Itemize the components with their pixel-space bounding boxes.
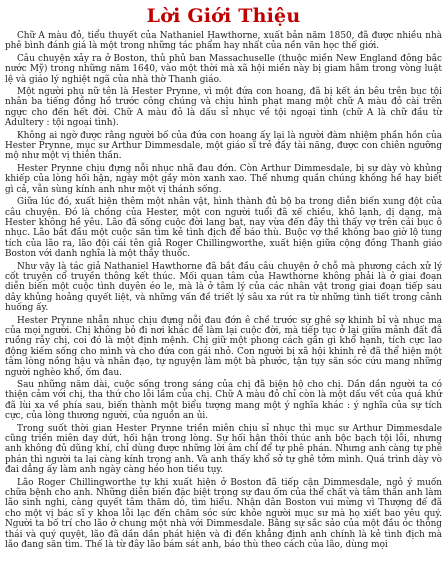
paragraph-3: Một người phụ nữ tên là Hester Prynne, vì một đứa con hoang, đã bị kết án bêu trên bục tội nhân ba tiếng đồng hồ trước công chúng và chịu hình phạt mang một chữ A màu đỏ cài trên ngực cho đến hết đời. Chữ A màu đỏ là dấu sỉ nhục về tội ngoại tình (chữ A là chữ đầu từ Adultery : tội ngoại tình). <box>5 87 442 129</box>
paragraph-5: Hester Prynne chịu đựng nỗi nhục nhã đau đớn. Còn Arthur Dimmesdale, bị sự dày vò khủng khiếp của lòng hối hận, ngày một gầy mòn xanh xao. Thế nhưng quần chúng không hề hay biết gì cả, vẫn sùng kính anh như một vị thánh sống. <box>5 163 442 195</box>
paragraph-4: Không ai ngờ được rằng người bố của đứa con hoang ấy lại là người đàm nhiệm phần hồn của Hester Prynne, mục sư Arthur Dimmesdale, một giáo sĩ trẻ đầy tài năng, được con chiên ngưỡng mộ như một vị thiên thần. <box>5 130 442 162</box>
paragraph-11: Lão Roger Chillingworthe tự khi xuất hiện ở Boston đã tiếp cận Dimmesdale, ngỏ ý muốn chữa bệnh cho anh. Những diễn biến đặc biệt trong sự đau ốm của thể chất và tâm thần anh làm lão sinh nghi, càng quyết tâm thăm dò, tìm hiểu. Nhận dân Boston vui mừng vì Thượng đế đã cho một vị bác sĩ y khoa lỗi lạc đến chăm sóc sức khỏe người mục sư mà họ xiết bao yêu quý. Người ta bố trí cho lão ở chung một nhà với Dimmesdale. Bằng sự sắc sảo của một đầu óc thông thái và quý quyệt, lão đã dần dần phát hiện và đi đến khẳng định anh chính là kẻ tình địch mà lão đang săn tìm. Thế là từ đây lão bám sát anh, báo thù theo cách của lão, dùng mọi <box>5 477 442 551</box>
paragraph-10: Trong suốt thời gian Hester Prynne triền miên chịu sỉ nhục thì mục sư Arthur Dimmesdale cũng triền miên day dứt, hối hận trong lòng. Sự hối hận thôi thúc anh bộc bạch tội lỗi, nhưng anh không đủ dũng khí, chỉ dùng được những lời âm chỉ để tự phê phán. Nhưng anh càng tự phê phán thì người ta lại càng kính trọng anh. Và anh thấy khổ sở tự ghê tởm mình. Quá trình dày vò đai dẳng ấy làm anh ngày càng héo hon tiều tụy. <box>5 423 442 476</box>
paragraph-7: Như vậy là tác giả Nathaniel Hawthorne đã bắt đầu câu chuyện ở chỗ mà phương cách xử lý cốt truyện cổ truyền thông kết thúc. Mối quan tâm của Hawthorne không phải là ở giai đoạn diễn biến một cuộc tình duyên éo le, mà là ở tâm lý của các nhân vật trong giai đoạn tiếp sau dây khủng hoảng quyết liệt, và những vấn đề triết lý sâu xa rút ra từ những tình tiết trong cảnh huống ấy. <box>5 261 442 314</box>
paragraph-8: Hester Prynne nhẫn nhục chịu đựng nỗi đau đớn ê chề trước sự ghê sợ khinh bỉ và nhục mạ của mọi người. Chị không bỏ đi nơi khác để làm lại cuộc đời, mà tiếp tục ở lại giữa mảnh đất đã ruồng rẫy chị, coi đó là một định mệnh. Chị giữ một phong cách gần gì khổ hạnh, tích cực lao động kiếm sống cho mình và cho đứa con gái nhỏ. Con người bị xã hội khinh rẻ đã thể hiện một tâm lòng nồng hậu và nhân đạo, tự nguyện làm một bà phước, tận tụy săn sóc cứu mang những người nghèo khổ, ốm đau. <box>5 315 442 378</box>
paragraph-6: Giữa lúc đó, xuất hiện thêm một nhân vật, hình thành đủ bộ ba trong diễn biến xung đột của câu chuyện. Đó là chồng của Hester, một con người tuổi đã xế chiều, khô lạnh, dị dạng, mà Hester không hề yêu. Lão đã sống cuộc đời lang bạt, nay vừa đến đây thì thấy vợ trên cái bục ô nhục. Lão bắt đầu một cuộc săn tìm kẻ tình địch để báo thù. Buộc vợ thề không bao giờ lộ tung tích của lão ra, lão đội cái tên giả Roger Chillingworthe, xuất hiện giữa cộng đồng Thanh giáo Boston với danh nghĩa là một thầy thuốc. <box>5 197 442 260</box>
paragraph-2: Câu chuyện xảy ra ở Boston, thủ phủ ban Massachuselle (thuộc miền New England đông bắc nước Mỹ) trong những năm 1640, vào một thời mà xã hội miền này bị giam hãm trong vòng luật lệ và giáo lý nghiệt ngã của nhà thờ Thanh giáo. <box>5 53 442 85</box>
paragraph-9: Sau những năm dài, cuộc sống trong sáng của chị đã biện hộ cho chị. Dần dần người ta có thiện cảm với chị, tha thứ cho lỗi lầm của chị. Chữ A màu đỏ chỉ còn là một dấu vết của quá khứ đã lùi xa về phía sau, biến thành một biểu tượng mang một ý nghĩa khác : ý nghĩa của sự tích cực, của lòng thương người, của nguồn an ủi. <box>5 380 442 422</box>
paragraph-1: Chữ A màu đỏ, tiểu thuyết của Nathaniel Hawthorne, xuất bản năm 1850, đã được nhiều nhà phê bình đánh giá là một trong những tác phẩm hay nhất của nền văn học thế giới. <box>5 31 442 52</box>
page-title: Lời Giới Thiệu <box>146 5 301 27</box>
